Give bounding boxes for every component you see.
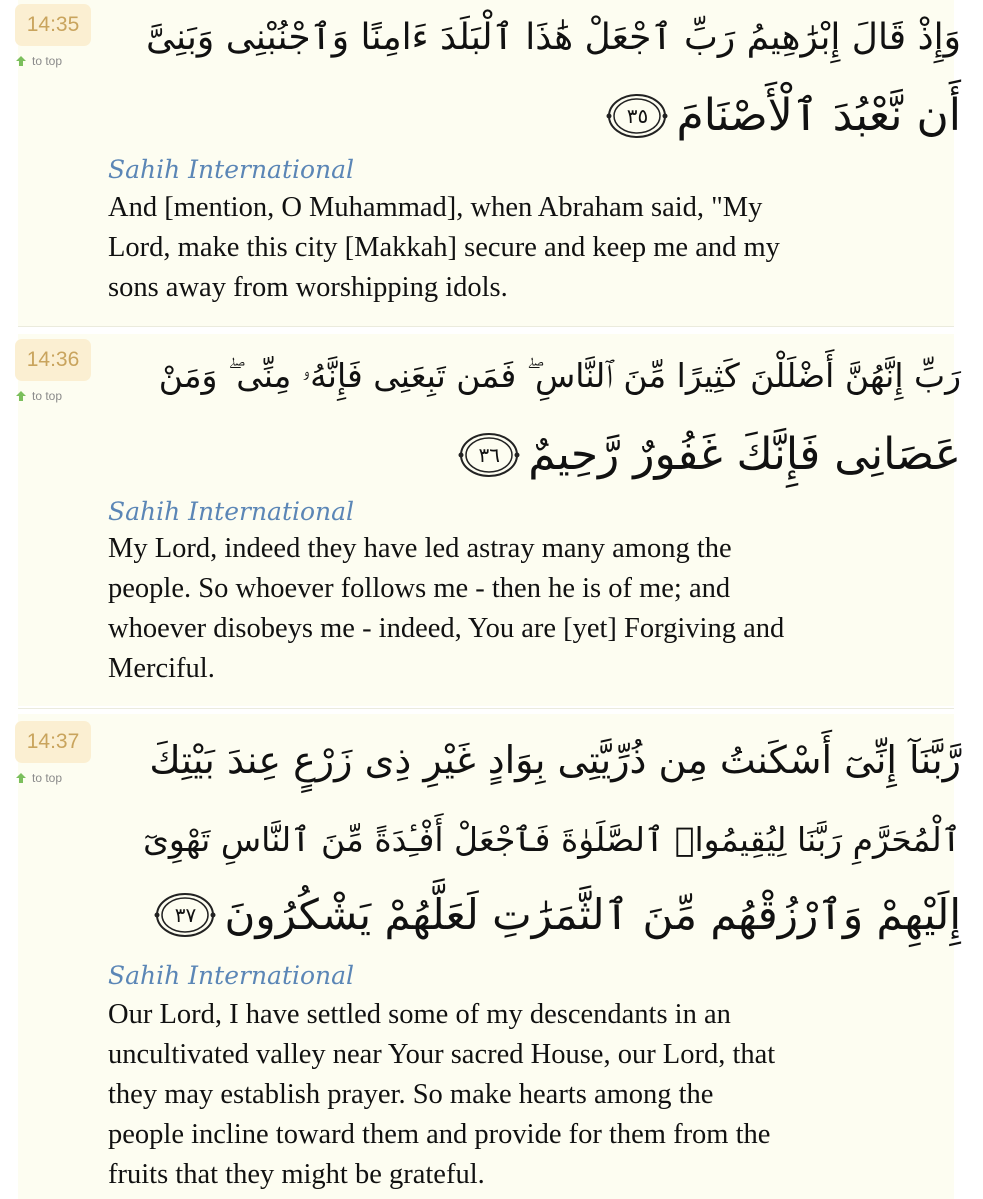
translation-line: uncultivated valley near Your sacred House, our Lord, that (108, 1039, 776, 1070)
translation-text (108, 529, 928, 689)
translation-line: My Lord, indeed they have led astray many among the (108, 533, 732, 564)
translation-line: Lord, make this city [Makkah] secure and keep me and my (108, 232, 780, 263)
to-top-link[interactable] (15, 389, 62, 403)
to-top-label: to top (32, 771, 63, 785)
to-top-link[interactable] (15, 54, 62, 68)
translation-line: fruits that they might be grateful. (108, 1159, 485, 1190)
translation-line: sons away from worshipping idols. (108, 272, 508, 303)
arabic-text-line: رَّبَّنَآ إِنِّىٓ أَسْكَنتُ مِن ذُرِّيَّتِى بِوَادٍ غَيْرِ ذِى زَرْعٍ عِندَ بَيْتِكَ (149, 738, 961, 782)
ayah-number: ٣٦ (478, 443, 501, 467)
arabic-text-line: وَإِذْ قَالَ إِبْرَٰهِيمُ رَبِّ ٱجْعَلْ هَٰذَا ٱلْبَلَدَ ءَامِنًا وَٱجْنُبْنِى وَبَنِىَّ (146, 17, 961, 58)
verse-divider (18, 708, 954, 709)
arabic-text-line (154, 885, 961, 945)
translator-name[interactable]: Sahih International (108, 497, 355, 526)
translator-name[interactable]: Sahih International (108, 961, 355, 990)
up-arrow-icon (15, 772, 27, 784)
ayah-end-marker (458, 430, 520, 480)
verse-ref-badge[interactable]: 14:37 (15, 721, 91, 763)
translator-name[interactable]: Sahih International (108, 155, 355, 184)
verse-ref-badge[interactable]: 14:35 (15, 4, 91, 46)
to-top-label: to top (32, 54, 63, 68)
ayah-end-marker (154, 890, 216, 940)
ayah-number: ٣٥ (626, 104, 649, 128)
to-top-link[interactable] (15, 771, 62, 785)
arabic-text-line (606, 86, 961, 146)
arabic-text-fragment: أَن نَّعْبُدَ ٱلْأَصْنَامَ (676, 90, 961, 141)
arabic-text-line (458, 425, 961, 485)
ayah-number: ٣٧ (174, 903, 197, 927)
translation-text (108, 995, 928, 1195)
arabic-text-fragment: إِلَيْهِمْ وَٱرْزُقْهُم مِّنَ ٱلثَّمَرَٰتِ لَعَلَّهُمْ يَشْكُرُونَ (224, 890, 961, 939)
verse-ref-badge[interactable]: 14:36 (15, 339, 91, 381)
translation-text (108, 188, 928, 308)
translation-line: people. So whoever follows me - then he is of me; and (108, 573, 731, 604)
translation-line: Our Lord, I have settled some of my descendants in an (108, 999, 731, 1030)
ayah-end-marker (606, 91, 668, 141)
to-top-label: to top (32, 389, 63, 403)
translation-line: they may establish prayer. So make hearts among the (108, 1079, 714, 1110)
up-arrow-icon (15, 55, 27, 67)
translation-line: Merciful. (108, 653, 215, 684)
arabic-text-line: ٱلْمُحَرَّمِ رَبَّنَا لِيُقِيمُوا۟ ٱلصَّلَوٰةَ فَٱجْعَلْ أَفْـِٔدَةً مِّنَ ٱلنَّاسِ تَهْوِىٓ (143, 820, 961, 859)
translation-line: And [mention, O Muhammad], when Abraham said, "My (108, 192, 763, 223)
arabic-text-line: رَبِّ إِنَّهُنَّ أَضْلَلْنَ كَثِيرًا مِّنَ ٱلنَّاسِ ۖ فَمَن تَبِعَنِى فَإِنَّهُۥ مِنِّى ۖ وَمَنْ (158, 356, 961, 395)
translation-line: whoever disobeys me - indeed, You are [yet] Forgiving and (108, 613, 785, 644)
translation-line: people incline toward them and provide for them from the (108, 1119, 771, 1150)
arabic-text-fragment: عَصَانِى فَإِنَّكَ غَفُورٌ رَّحِيمٌ (528, 429, 961, 480)
verse-divider (18, 326, 954, 327)
up-arrow-icon (15, 390, 27, 402)
